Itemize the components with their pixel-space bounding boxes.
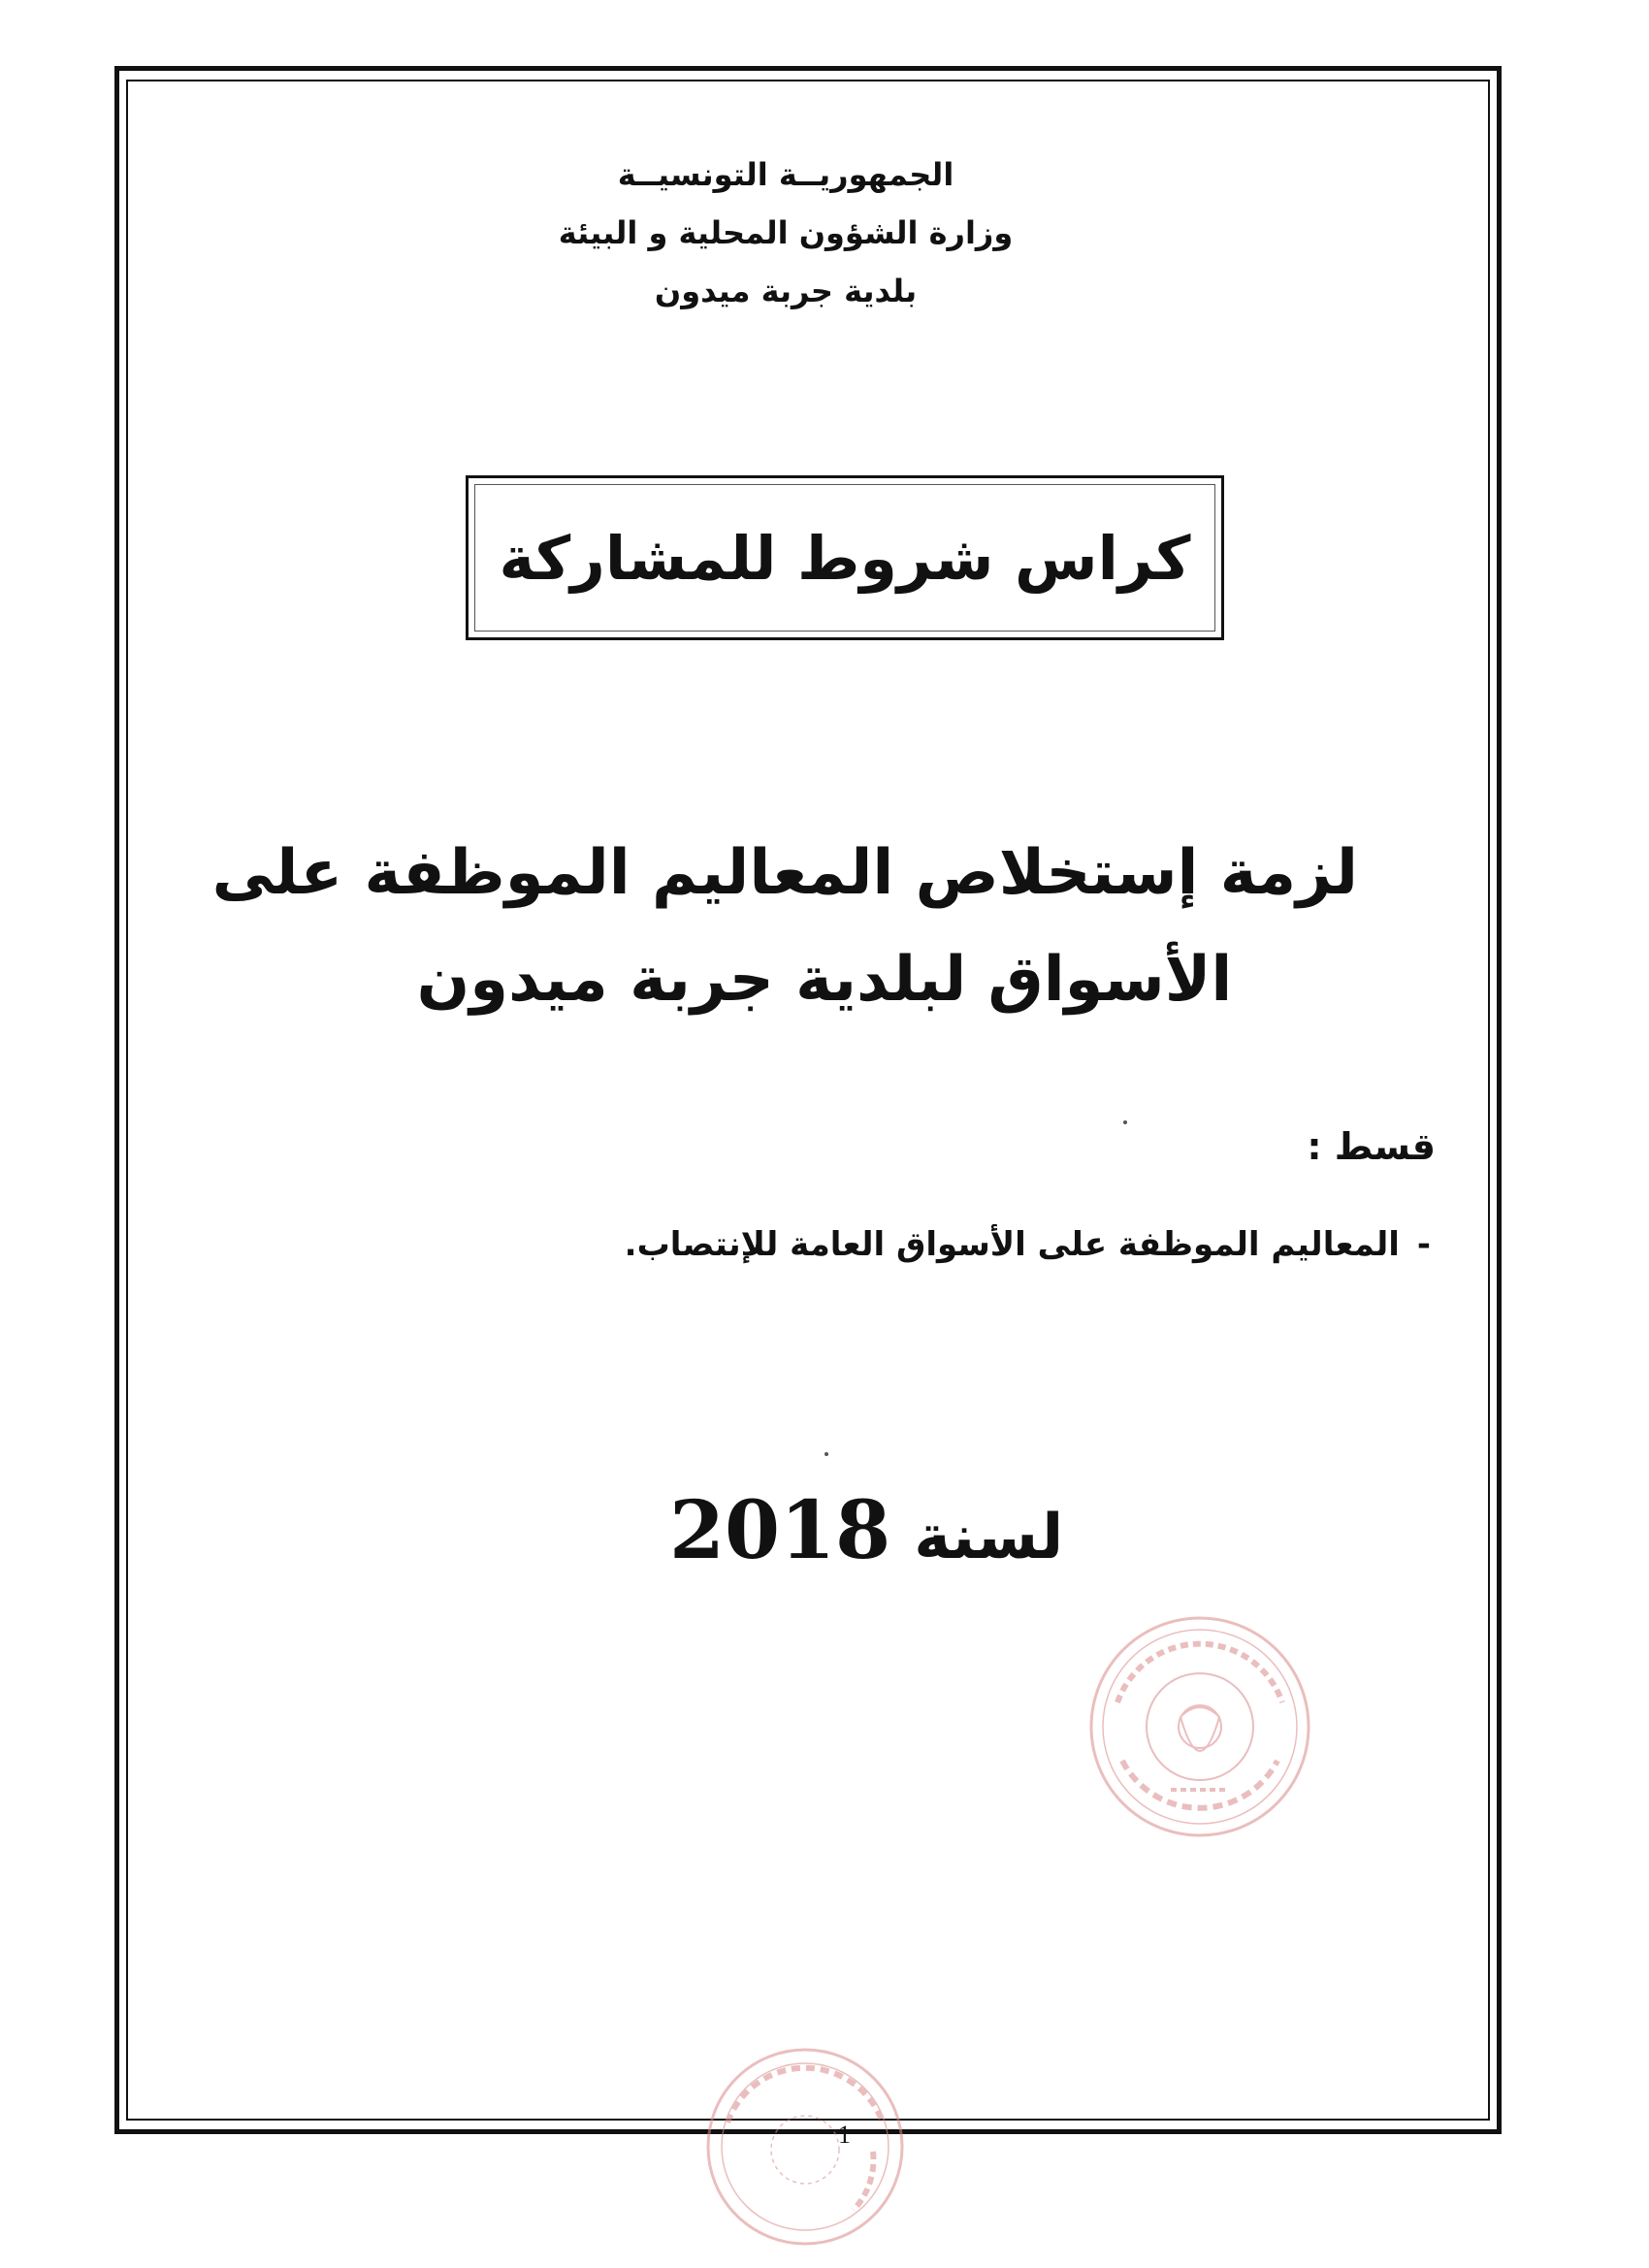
- header-republic: الجمهوريــة التونسيــة: [617, 156, 954, 193]
- lot-label: قسط :: [1307, 1125, 1436, 1168]
- header-municipality: بلدية جربة ميدون: [654, 273, 918, 309]
- year-prefix: لسنة: [914, 1502, 1064, 1573]
- scan-speck: [824, 1452, 828, 1456]
- page-number: 1: [838, 2121, 851, 2149]
- scan-speck: [1123, 1120, 1127, 1124]
- year-value: 2018: [669, 1484, 891, 1577]
- lot-bullet: -: [1416, 1225, 1431, 1264]
- lot-item-text: المعاليم الموظفة على الأسواق العامة للإنتصاب.: [624, 1225, 1400, 1264]
- title-box: [466, 475, 1224, 640]
- official-stamp-finance: [689, 2035, 912, 2249]
- subject-block: [211, 820, 1358, 1033]
- document-title: كراس شروط للمشاركة: [499, 522, 1191, 594]
- lot-item: [625, 1225, 1431, 1264]
- header-ministry: وزارة الشؤون المحلية و البيئة: [558, 214, 1014, 251]
- subject-line-1: لزمة إستخلاص المعاليم الموظفة على: [211, 837, 1358, 909]
- subject-line-2: الأسواق لبلدية جربة ميدون: [416, 944, 1233, 1016]
- year-block: [669, 1484, 1063, 1577]
- header-block: [543, 146, 1028, 320]
- official-stamp-municipality: [1079, 1605, 1321, 1848]
